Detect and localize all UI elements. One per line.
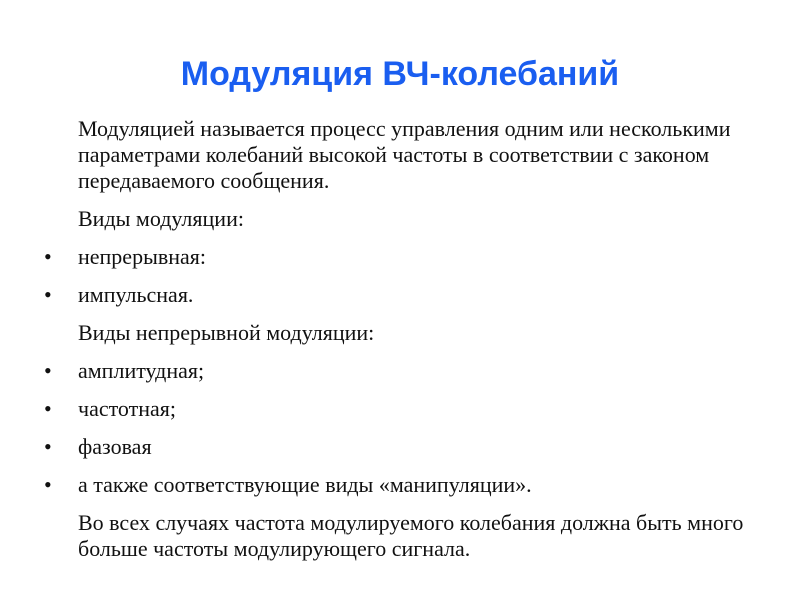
bullet-icon: • (44, 244, 52, 269)
list-item (40, 434, 770, 460)
list-item (40, 396, 770, 422)
list-item-text: непрерывная: (78, 244, 207, 269)
list-item-text: импульсная. (78, 282, 194, 307)
bullet-icon: • (44, 472, 52, 497)
list-item (40, 282, 770, 308)
list-item-text: фазовая (78, 434, 152, 459)
list-item (40, 472, 770, 498)
intro-paragraph: Модуляцией называется процесс управления одним или несколькими параметрами колебаний высокой частоты в соответствии с законом передаваемого сообщения. (78, 116, 731, 193)
slide-title: Модуляция ВЧ-колебаний (180, 55, 620, 93)
bullet-icon: • (44, 434, 52, 459)
list-item-text: а также соответствующие виды «манипуляции». (78, 472, 532, 497)
list-item (40, 358, 770, 384)
bullet-icon: • (44, 358, 52, 383)
slide-body (40, 116, 770, 562)
types-heading: Виды модуляции: (78, 206, 244, 231)
conclusion-paragraph: Во всех случаях частота модулируемого колебания должна быть много больше частоты модулирующего сигнала. (78, 510, 744, 561)
bullet-icon: • (44, 396, 52, 421)
list-item-text: амплитудная; (78, 358, 205, 383)
bullet-icon: • (44, 282, 52, 307)
list-item-text: частотная; (78, 396, 177, 421)
continuous-heading: Виды непрерывной модуляции: (78, 320, 375, 345)
list-item (40, 244, 770, 270)
